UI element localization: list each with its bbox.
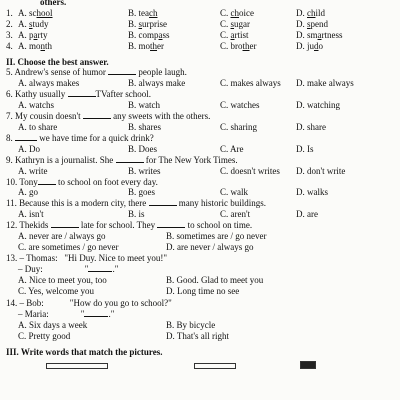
picture-frame — [300, 361, 316, 369]
picture-strip — [6, 361, 398, 369]
option-a: A. study — [18, 18, 49, 29]
phonetics-row — [6, 41, 398, 52]
section-heading: III. Write words that match the pictures. — [6, 347, 163, 358]
answer-blank — [149, 198, 177, 206]
answer-blank — [68, 89, 96, 97]
question-13: 13. – Thomas: "Hi Duy. Nice to meet you!" – Duy: " ." A. Nice to meet you, too B. Good. Glad to meet you C. Yes, welcome you D. Long time no see — [6, 252, 264, 296]
item-number: 4. — [6, 40, 13, 51]
option-c: C. choice — [220, 7, 255, 18]
option-a: A. school — [18, 7, 53, 18]
phonetics-row — [6, 30, 398, 41]
answer-blank — [116, 155, 144, 163]
option-b: B. surprise — [128, 18, 168, 29]
item-number: 3. — [6, 29, 13, 40]
answer-blank — [38, 177, 56, 185]
option-c: C. brother — [220, 40, 257, 51]
question: 7. My cousin doesn't any sweets with the others. A. to share B. shares C. sharing D. share — [6, 111, 326, 132]
option-b: B. teach — [128, 7, 158, 18]
question: 10. Tony to school on foot every day. A. go B. goes C. walk D. walks — [6, 176, 328, 198]
option-a: A. party — [18, 29, 48, 40]
answer-blank — [83, 111, 111, 119]
option-b: B. mother — [128, 40, 165, 51]
section-heading: II. Choose the best answer. — [6, 56, 109, 67]
question: 6. Kathy usually TVafter school. A. watchs B. watch C. watches D. watching — [6, 89, 340, 111]
answer-blank — [108, 67, 136, 75]
option-c: C. artist — [220, 29, 249, 40]
question: 5. Andrew's sense of humor people laugh. A. always makes B. always make C. makes always D. make always — [6, 67, 354, 89]
option-d: D. smartness — [296, 29, 343, 40]
answer-blank — [88, 264, 112, 272]
mcq-list — [6, 67, 398, 220]
question: 8. we have time for a quick drink? A. Do B. Does C. Are D. Is — [6, 132, 314, 154]
question: 9. Kathryn is a journalist. She for The New York Times. A. write B. writes C. doesn't writes D. don't write — [6, 154, 346, 176]
picture-frame — [194, 363, 236, 369]
phonetics-list — [6, 8, 398, 52]
option-d: D. judo — [296, 40, 323, 51]
phonetics-row — [6, 8, 398, 19]
question: 11. Because this is a modern city, there many historic buildings. A. isn't B. is C. aren't D. are — [6, 198, 318, 220]
option-b: B. compass — [128, 29, 170, 40]
option-c: C. sugar — [220, 18, 251, 29]
question-14: 14. – Bob: "How do you go to school?" – Maria: " ." A. Six days a week B. By bicycle C. Pretty good D. That's all right — [6, 298, 229, 342]
answer-blank — [84, 309, 108, 317]
option-d: D. child — [296, 7, 326, 18]
item-number: 1. — [6, 7, 13, 18]
answer-blank — [157, 220, 185, 228]
picture-frame — [46, 363, 108, 369]
cut-off-instruction: others. — [40, 0, 67, 7]
question-12: 12. Thekids late for school. They to school on time. A. never are / always go B. sometimes are / go never C. are sometimes / go never D. are never / always go — [6, 220, 267, 252]
option-a: A. month — [18, 40, 53, 51]
option-d: D. spend — [296, 18, 329, 29]
answer-blank — [15, 133, 37, 141]
item-number: 2. — [6, 18, 13, 29]
answer-blank — [51, 220, 79, 228]
phonetics-row — [6, 19, 398, 30]
